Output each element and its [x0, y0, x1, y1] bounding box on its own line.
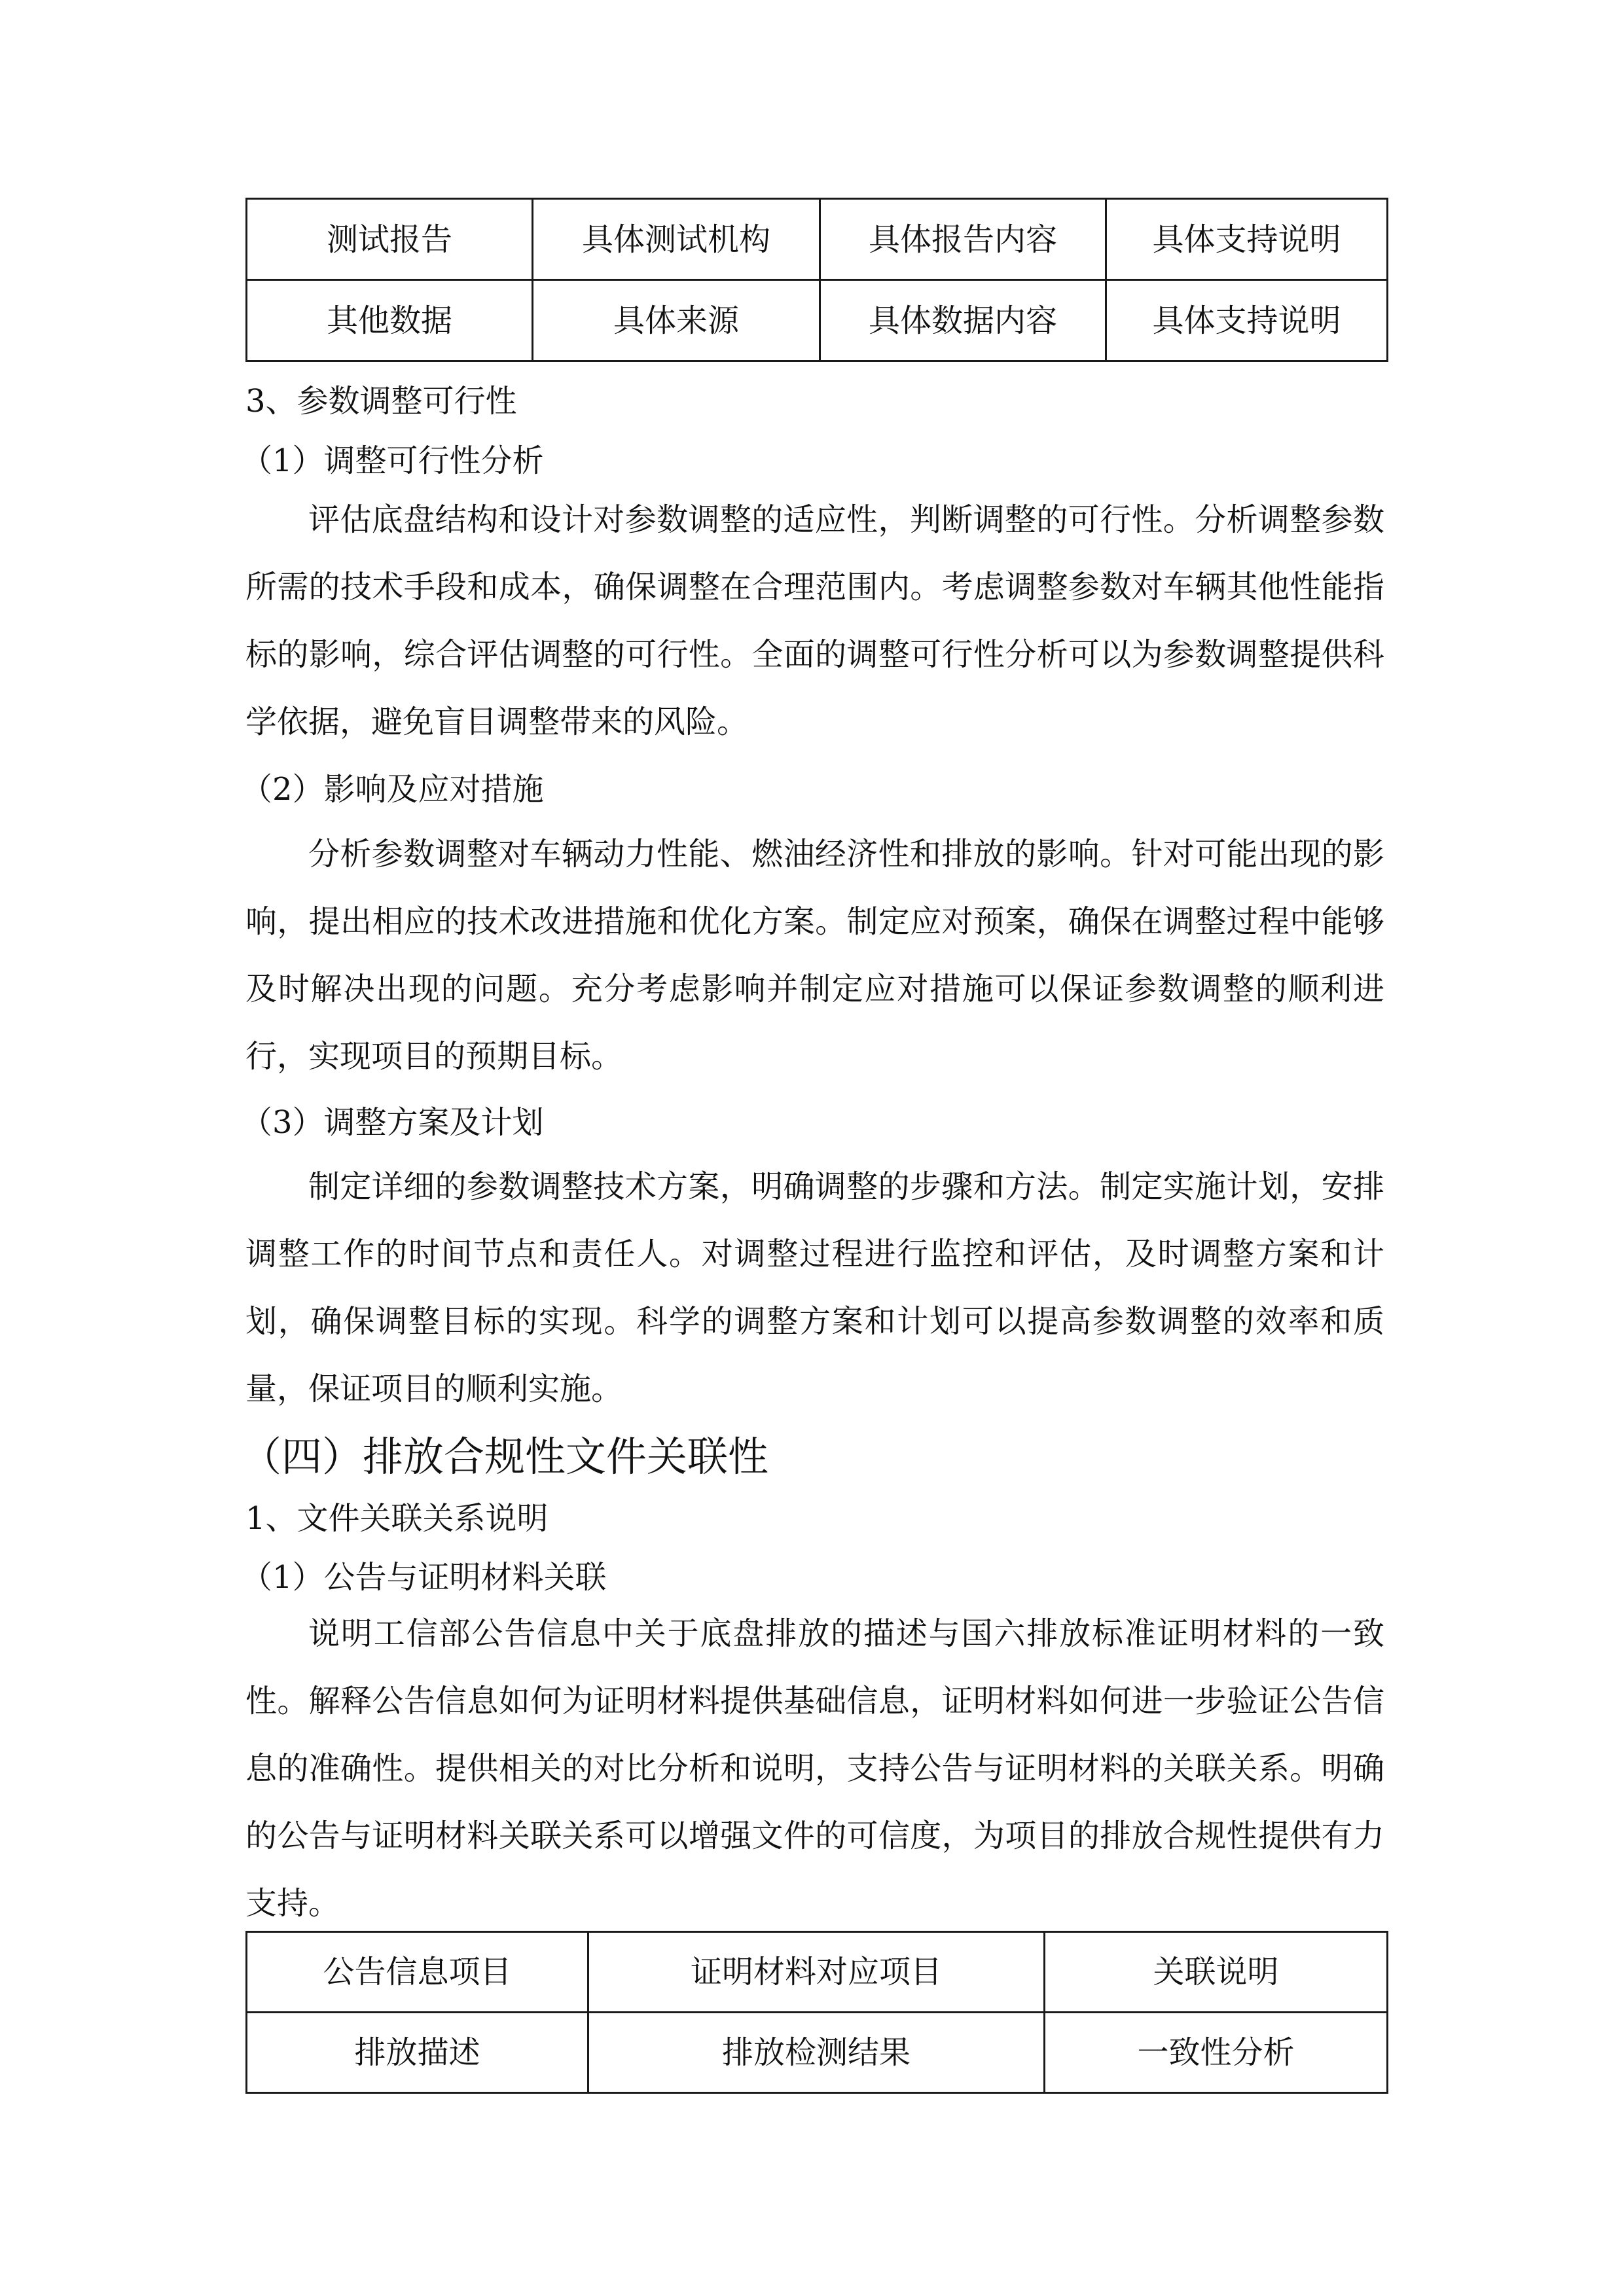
table-cell: 排放描述	[247, 2013, 588, 2093]
subsection-heading: （1）公告与证明材料关联	[241, 1559, 607, 1596]
section-heading: 3、参数调整可行性	[245, 383, 517, 420]
body-paragraph: 说明工信部公告信息中关于底盘排放的描述与国六排放标准证明材料的一致性。解释公告信息如何为证明材料提供基础信息，证明材料如何进一步验证公告信息的准确性。提供相关的对比分析和说明，支持公告与证明材料的关联关系。明确的公告与证明材料关联关系可以增强文件的可信度，为项目的排放合规性提供有力支持。	[245, 1615, 1384, 1922]
evidence-table	[245, 198, 1388, 362]
table-header-cell: 关联说明	[1045, 1932, 1388, 2013]
table-cell: 其他数据	[247, 280, 533, 361]
section-heading: 1、文件关联关系说明	[245, 1500, 549, 1537]
table-cell: 具体报告内容	[820, 199, 1106, 280]
table-cell: 具体支持说明	[1106, 280, 1388, 361]
table-cell: 具体数据内容	[820, 280, 1106, 361]
subsection-heading: （1）调整可行性分析	[241, 442, 544, 479]
subsection-heading: （3）调整方案及计划	[241, 1104, 544, 1141]
body-paragraph: 分析参数调整对车辆动力性能、燃油经济性和排放的影响。针对可能出现的影响，提出相应的技术改进措施和优化方案。制定应对预案，确保在调整过程中能够及时解决出现的问题。充分考虑影响并制定应对措施可以保证参数调整的顺利进行，实现项目的预期目标。	[245, 836, 1384, 1075]
subsection-heading: （2）影响及应对措施	[241, 771, 544, 808]
table-row	[247, 199, 1388, 280]
table-row	[247, 280, 1388, 361]
table-header-row	[247, 1932, 1388, 2013]
table-cell: 具体支持说明	[1106, 199, 1388, 280]
table-header-cell: 公告信息项目	[247, 1932, 588, 2013]
chapter-heading: （四）排放合规性文件关联性	[241, 1433, 769, 1480]
table-cell: 排放检测结果	[588, 2013, 1045, 2093]
table-cell: 具体来源	[533, 280, 820, 361]
table-cell: 一致性分析	[1045, 2013, 1388, 2093]
correlation-table	[245, 1931, 1388, 2094]
table-cell: 测试报告	[247, 199, 533, 280]
table-cell: 具体测试机构	[533, 199, 820, 280]
body-paragraph: 评估底盘结构和设计对参数调整的适应性，判断调整的可行性。分析调整参数所需的技术手段和成本，确保调整在合理范围内。考虑调整参数对车辆其他性能指标的影响，综合评估调整的可行性。全面的调整可行性分析可以为参数调整提供科学依据，避免盲目调整带来的风险。	[245, 501, 1384, 740]
table-row	[247, 2013, 1388, 2093]
table-header-cell: 证明材料对应项目	[588, 1932, 1045, 2013]
body-paragraph: 制定详细的参数调整技术方案，明确调整的步骤和方法。制定实施计划，安排调整工作的时间节点和责任人。对调整过程进行监控和评估，及时调整方案和计划，确保调整目标的实现。科学的调整方案和计划可以提高参数调整的效率和质量，保证项目的顺利实施。	[245, 1168, 1384, 1407]
